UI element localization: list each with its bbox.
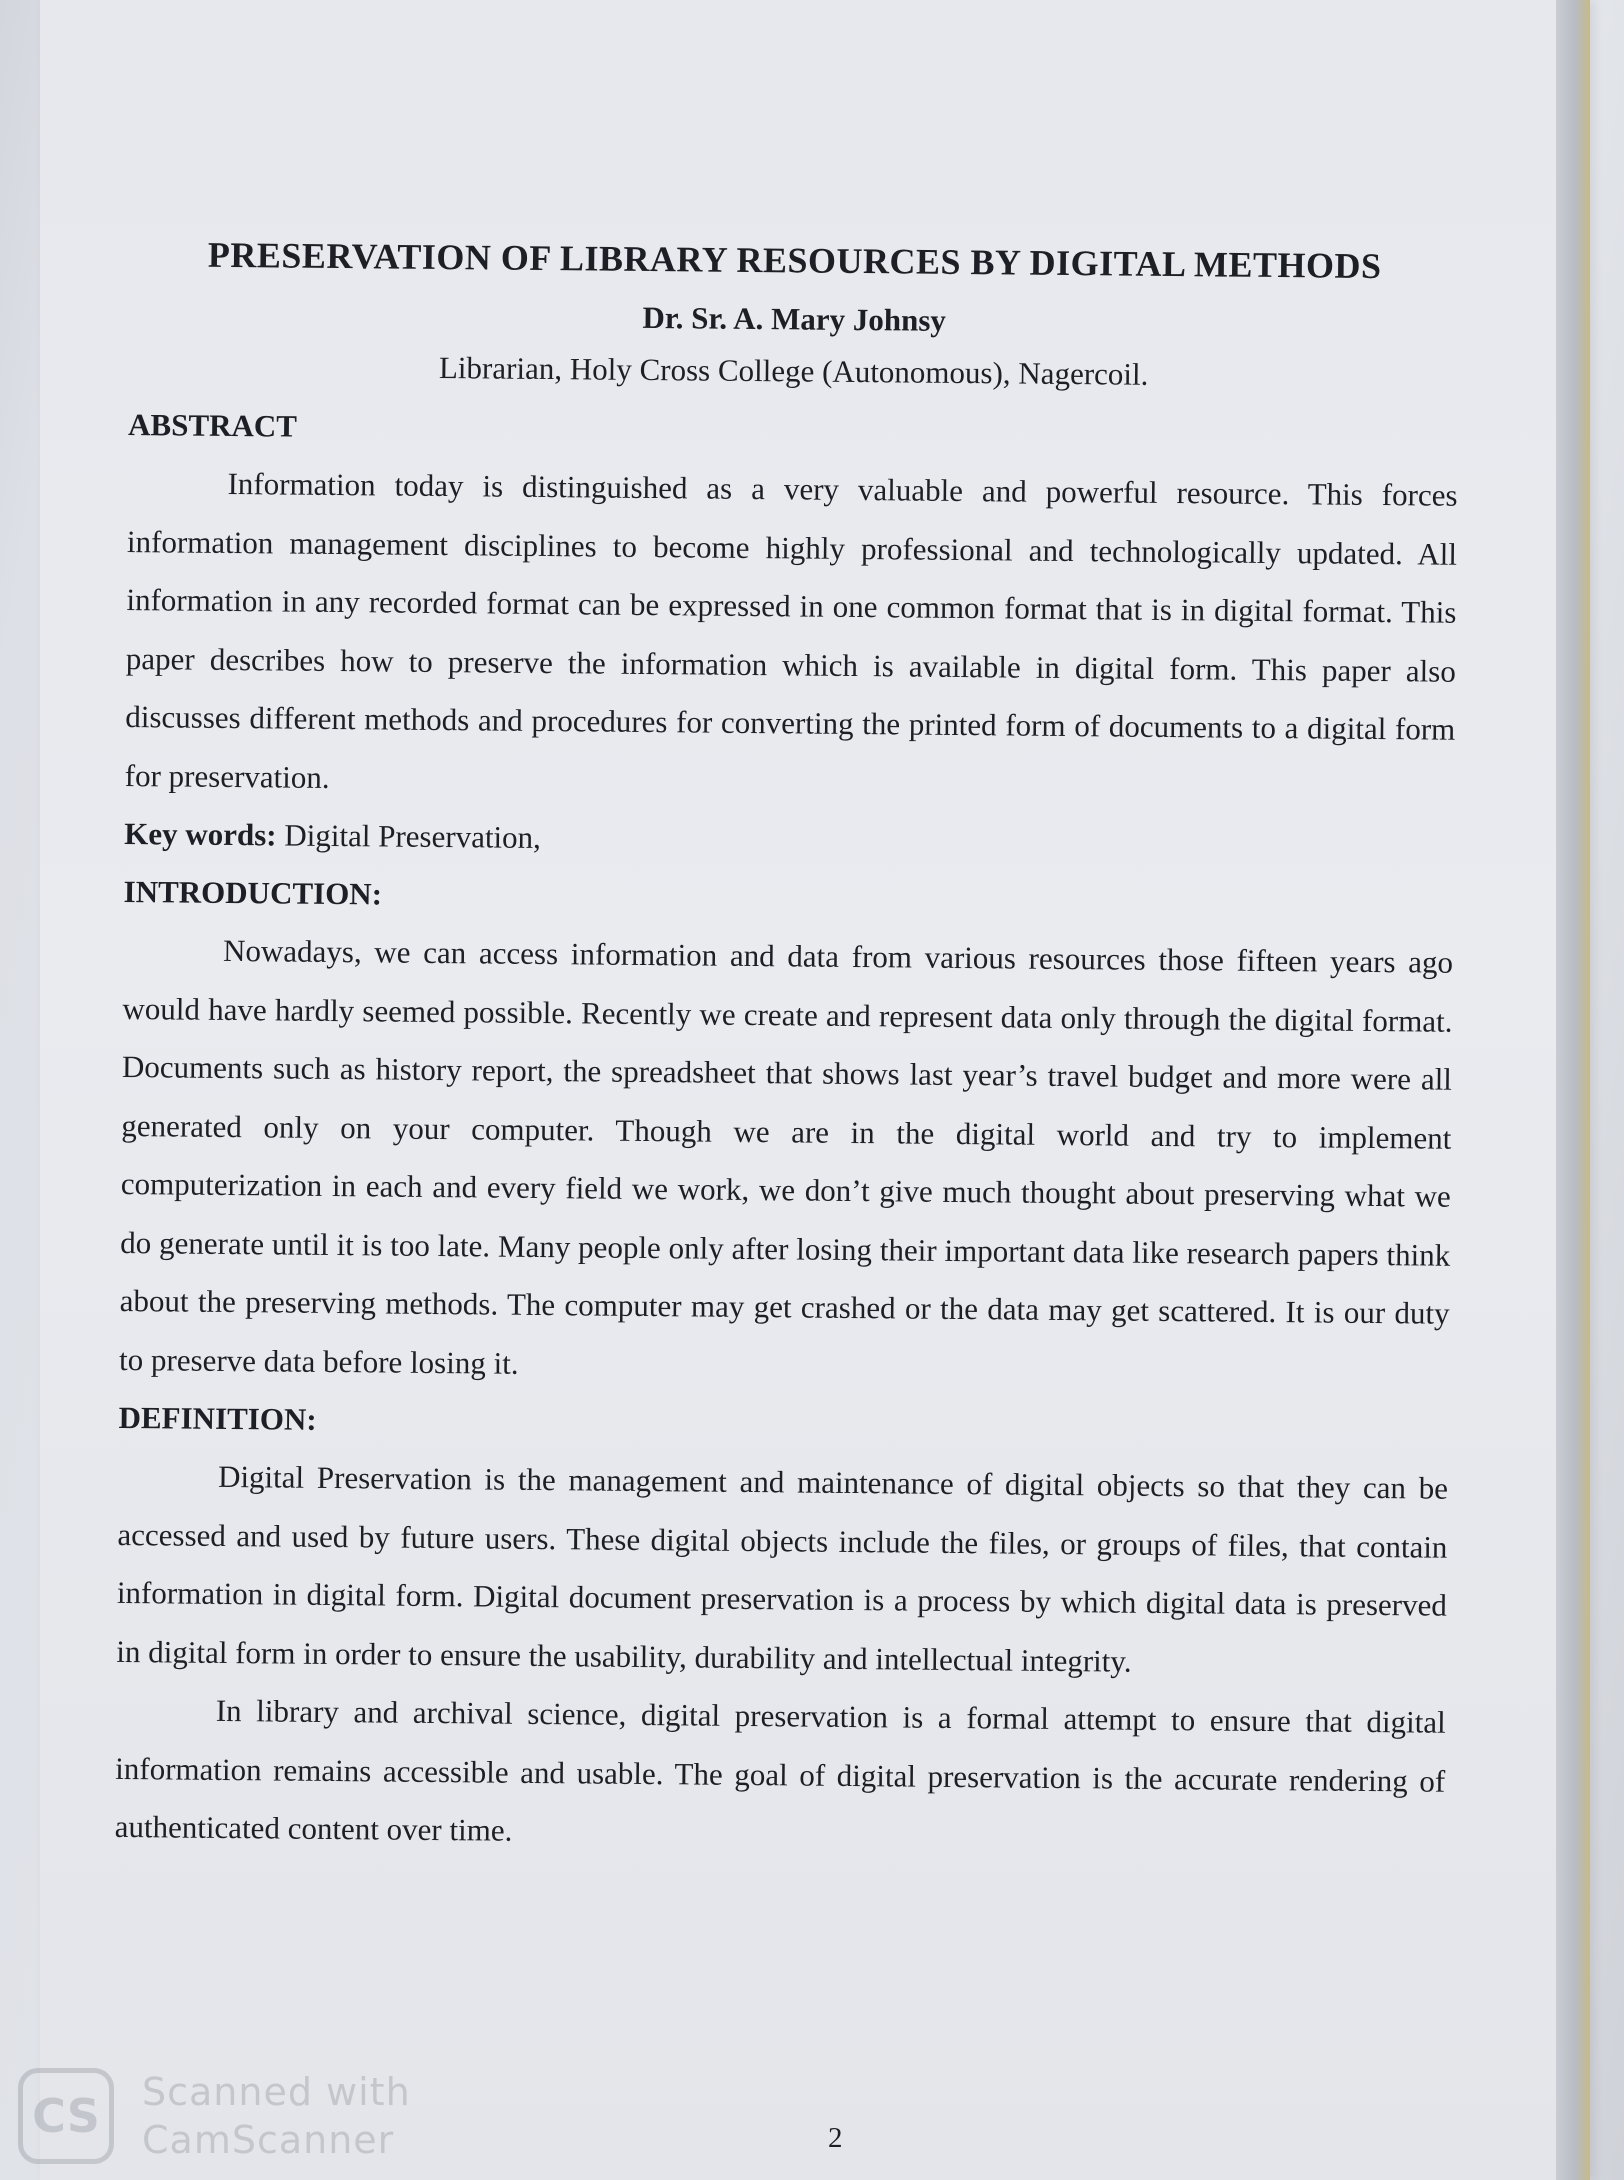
keywords-value: Digital Preservation, bbox=[276, 817, 542, 855]
definition-paragraph: In library and archival science, digital preservation is a formal attempt to ensure that digital information remains accessible and usable. The goal of digital preservation is the accurate rendering of authenticated content over time. bbox=[114, 1692, 1446, 1848]
introduction-paragraph: Nowadays, we can access information and data from various resources those fifteen years ago would have hardly seemed possible. Recently we create and represent data only through the digital format. Documents such as history report, the spreadsheet that shows last year’s travel budget and more were all generated only on your computer. Though we are in the digital world and try to implement computerization in each and every field we work, we don’t give much thought about preserving what we do generate until it is too late. Many people only after losing their important data like research papers think about the preserving methods. The computer may get crashed or the data may get scattered. It is our duty to preserve data before losing it. bbox=[118, 932, 1454, 1381]
camscanner-logo-icon: CS bbox=[18, 2068, 114, 2164]
abstract-paragraph: Information today is distinguished as a very valuable and powerful resource. This forces information management disciplines to become highly professional and technologically updated. All information in any recorded format can be expressed in one common format that is in digital format. This paper describes how to preserve the information which is available in digital form. This paper also discusses different methods and procedures for converting the printed form of documents to a digital form for preservation. bbox=[124, 465, 1458, 795]
author-name: Dr. Sr. A. Mary Johnsy bbox=[642, 299, 947, 338]
definition-heading: DEFINITION: bbox=[118, 1399, 317, 1437]
document-title: PRESERVATION OF LIBRARY RESOURCES BY DIGITAL METHODS bbox=[207, 234, 1382, 287]
watermark-text bbox=[142, 2068, 411, 2164]
definition-paragraph: Digital Preservation is the management and maintenance of digital objects so that they can be accessed and used by future users. These digital objects include the files, or groups of files, that contain information in digital form. Digital document preservation is a process by which digital data is preserved in digital form in order to ensure the usability, durability and intellectual integrity. bbox=[116, 1458, 1449, 1679]
paper-page bbox=[40, 0, 1590, 2180]
camscanner-watermark bbox=[18, 2068, 411, 2164]
introduction-heading: INTRODUCTION: bbox=[123, 873, 383, 912]
page-edge bbox=[1556, 0, 1590, 2180]
abstract-heading: ABSTRACT bbox=[127, 406, 298, 444]
document-body bbox=[114, 230, 1460, 1869]
page-number: 2 bbox=[828, 2122, 843, 2154]
keywords-label: Key words: bbox=[124, 815, 277, 853]
watermark-line1: Scanned with bbox=[142, 2070, 411, 2114]
author-affiliation: Librarian, Holy Cross College (Autonomous), Nagercoil. bbox=[438, 349, 1149, 392]
watermark-line2: CamScanner bbox=[142, 2118, 395, 2162]
